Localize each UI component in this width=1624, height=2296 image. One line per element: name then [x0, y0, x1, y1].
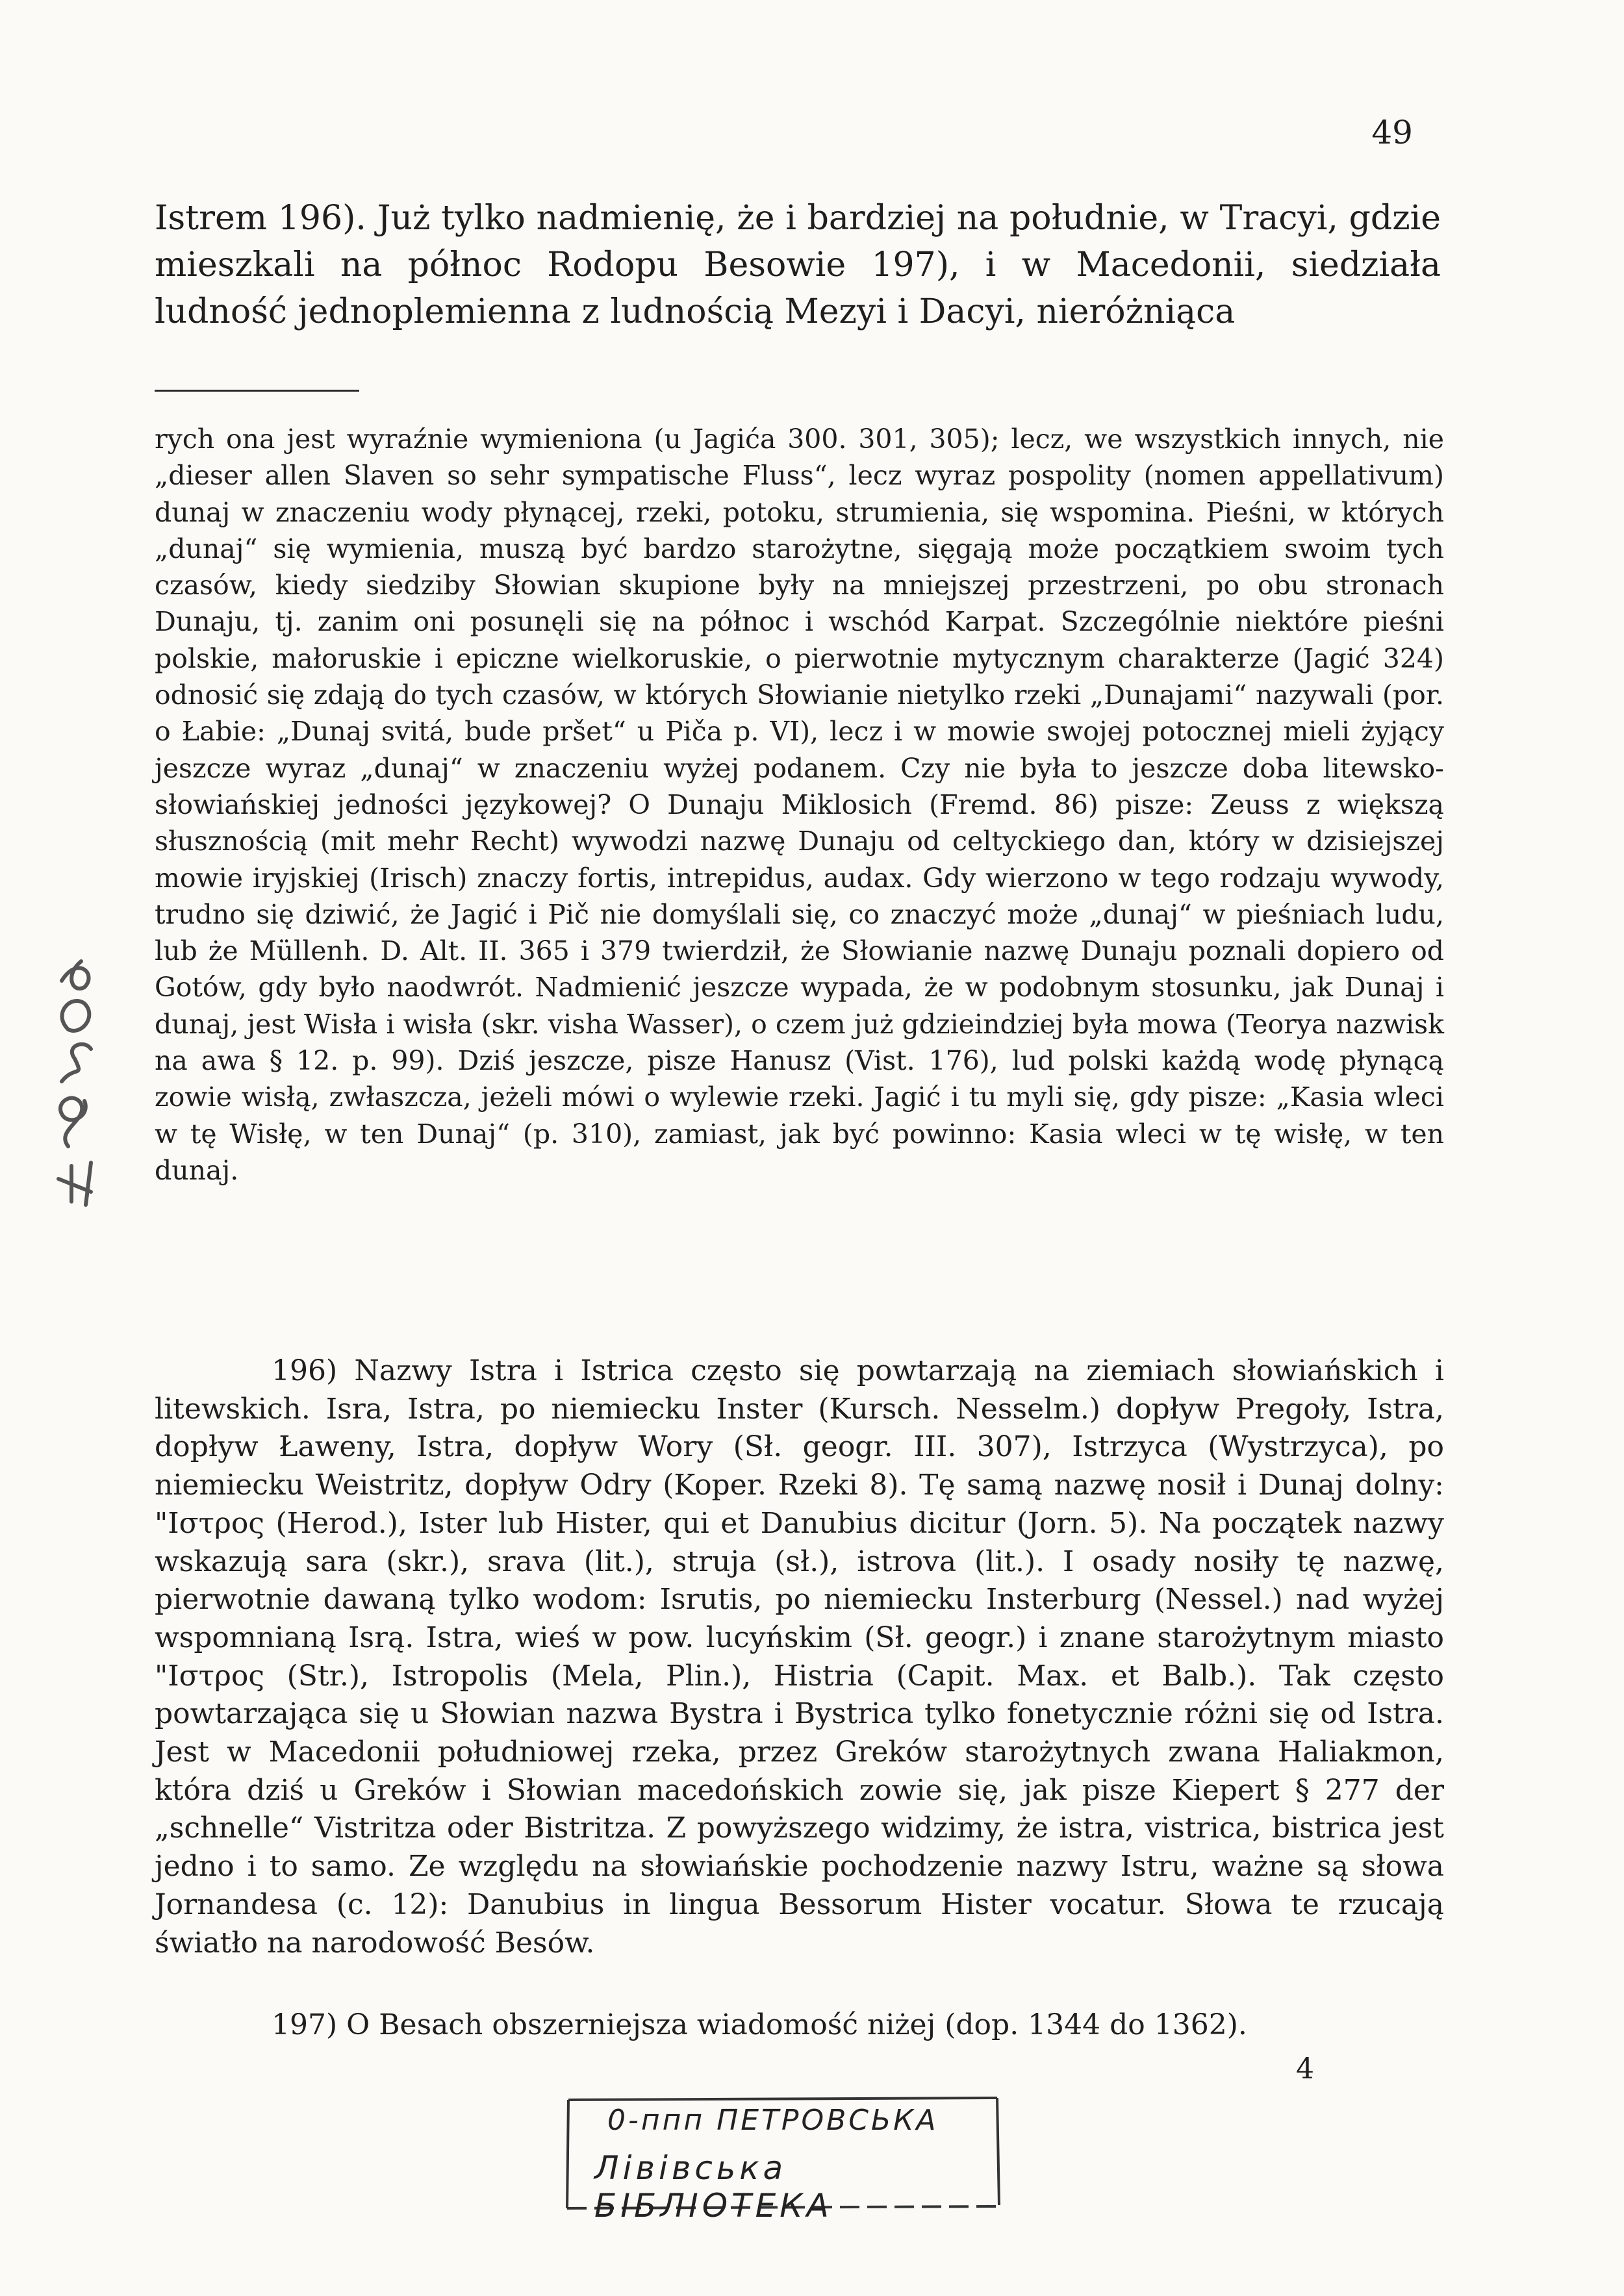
page-number: 49 [1371, 114, 1413, 151]
footnote-rule [155, 390, 359, 392]
signature-mark: 4 [1296, 2052, 1314, 2086]
footnotes [155, 1352, 1444, 1962]
stamp-line2: Лiвiвська БIБЛIОТЕКА [594, 2149, 833, 2225]
library-stamp [555, 2095, 1010, 2225]
main-text: Istrem 196). Już tylko nadmienię, że i bardziej na południe, w Tracyi, gdzie mieszkali na północ Rodopu Besowie 197), i w Macedonii, siedziała ludność jednoplemienna z ludnością Mezyi i Dacyi, nieróżniąca [155, 199, 1441, 331]
handwritten-catalog-number [45, 916, 143, 1221]
footnote-197: 197) O Besach obszerniejsza wiadomość niżej (dop. 1344 do 1362). [272, 2008, 1247, 2041]
stamp-line1: 0-ппп ПЕТРОВСЬКА [607, 2104, 939, 2137]
footnote-196: 196) Nazwy Istra i Istrica często się powtarzają na ziemiach słowiańskich i litewskich. Isra, Istra, po niemiecku Inster (Kursch. Nesselm.) dopływ Pregoły, Istra, dopływ Ławeny, Istra, dopływ Wory (Sł. geogr. III. 307), Istrzyca (Wystrzyca), po niemiecku Weistritz, dopływ Odry (Koper. Rzeki 8). Tę samą nazwę nosił i Dunaj dolny: "Ιστρος (Herod.), Ister lub Hister, qui et Danubius dicitur (Jorn. 5). Na początek nazwy wskazują sara (skr.), srava (lit.), struja (sł.), istrova (lit.). I osady nosiły tę nazwę, pierwotnie dawaną tylko wodom: Isrutis, po niemiecku Insterburg (Nessel.) nad wyżej wspomnianą Isrą. Istra, wieś w pow. lucyńskim (Sł. geogr.) i znane starożytnym miasto "Ιστρος (Str.), Istropolis (Mela, Plin.), Histria (Capit. Max. et Balb.). Tak często powtarzająca się u Słowian nazwa Bystra i Bystrica tylko fonetycznie różni się od Istra. Jest w Macedonii południowej rzeka, przez Greków starożytnych zwana Haliakmon, która dziś u Greków i Słowian macedońskich zowie się, jak pisze Kiepert § 277 der „schnelle“ Vistritza oder Bistritza. Z powyższego widzimy, że istra, vistrica, bistrica jest jedno i to samo. Ze względu na słowiańskie pochodzenie nazwy Istru, ważne są słowa Jornandesa (c. 12): Danubius in lingua Bessorum Hister vocatur. Słowa te rzucają światło na narodowość Besów. [155, 1354, 1444, 1960]
footnote-continuation: rych ona jest wyraźnie wymieniona (u Jagića 300. 301, 305); lecz, we wszystkich innych, nie „dieser allen Slaven so sehr sympatische Fluss“, lecz wyraz pospolity (nomen appellativum) dunaj w znaczeniu wody płynącej, rzeki, potoku, strumienia, się wspomina. Pieśni, w których „dunaj“ się wymienia, muszą być bardzo starożytne, sięgają może początkiem swoim tych czasów, kiedy siedziby Słowian skupione były na mniejszej przestrzeni, po obu stronach Dunaju, tj. zanim oni posunęli się na północ i wschód Karpat. Szczególnie niektóre pieśni polskie, małoruskie i epiczne wielkoruskie, o pierwotnie mytycznym charakterze (Jagić 324) odnosić się zdają do tych czasów, w których Słowianie nietylko rzeki „Dunajami“ nazywali (por. o Łabie: „Dunaj svitá, bude pršet“ u Piča p. VI), lecz i w mowie swojej potocznej mieli żyjący jeszcze wyraz „dunaj“ w znaczeniu wyżej podanem. Czy nie była to jeszcze doba litewsko-słowiańskiej jedności językowej? O Dunaju Miklosich (Fremd. 86) pisze: Zeuss z większą słusznością (mit mehr Recht) wywodzi nazwę Dunaju od celtyckiego dan, który w dzisiejszej mowie iryjskiej (Irisch) znaczy fortis, intrepidus, audax. Gdy wierzono w tego rodzaju wywody, trudno się dziwić, że Jagić i Pič nie domyślali się, co znaczyć może „dunaj“ w pieśniach ludu, lub że Müllenh. D. Alt. II. 365 i 379 twierdził, że Słowianie nazwę Dunaju poznali dopiero od Gotów, gdy było naodwrót. Nadmienić jeszcze wypada, że w podobnym stosunku, jak Dunaj i dunaj, jest Wisła i wisła (skr. visha Wasser), o czem już gdzieindziej była mowa (Teorya nazwisk na awa § 12. p. 99). Dziś jeszcze, pisze Hanusz (Vist. 176), lud polski każdą wodę płynącą zowie wisłą, zwłaszcza, jeżeli mówi o wylewie rzeki. Jagić i tu myli się, gdy pisze: „Kasia wleci w tę Wisłę, w ten Dunaj“ (p. 310), zamiast, jak być powinno: Kasia wleci w tę wisłę, w ten dunaj. [155, 423, 1444, 1186]
